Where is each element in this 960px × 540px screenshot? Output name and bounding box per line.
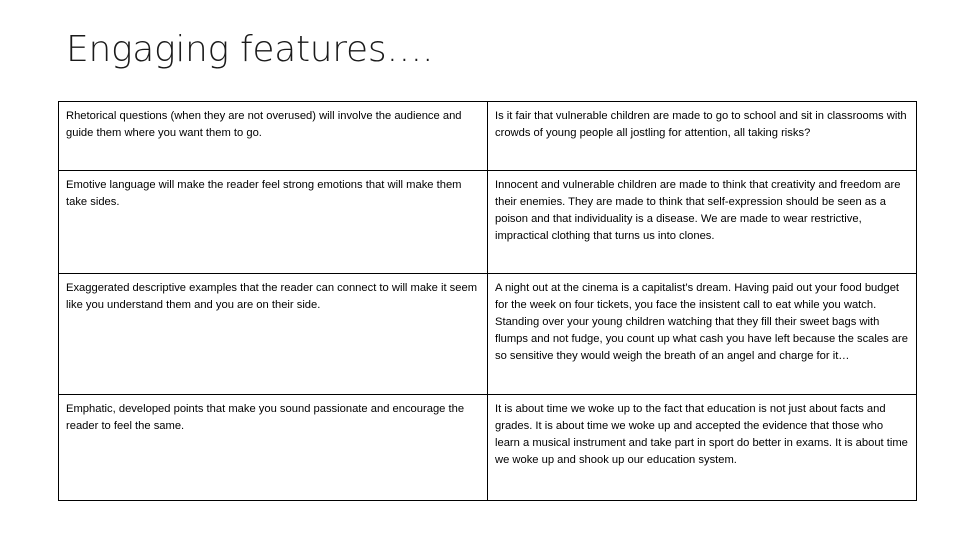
example-cell: A night out at the cinema is a capitalist’s dream. Having paid out your food budget for the week on four tickets, you face the insistent call to eat while you watch. Standing over your young children watching that they fill their sweet bags with flumps and not fudge, you count up what cash you have left because the scales are so sensitive they would weigh the breath of an angel and charge for it… — [488, 274, 917, 395]
table-row — [59, 274, 917, 395]
feature-cell: Emotive language will make the reader feel strong emotions that will make them take sides. — [59, 171, 488, 274]
feature-cell: Exaggerated descriptive examples that the reader can connect to will make it seem like you understand them and you are on their side. — [59, 274, 488, 395]
features-table — [58, 101, 917, 501]
feature-cell: Rhetorical questions (when they are not overused) will involve the audience and guide them where you want them to go. — [59, 102, 488, 171]
table-row — [59, 102, 917, 171]
feature-cell: Emphatic, developed points that make you sound passionate and encourage the reader to feel the same. — [59, 395, 488, 501]
slide-title: Engaging features…. — [66, 29, 434, 70]
table-row — [59, 395, 917, 501]
example-cell: It is about time we woke up to the fact that education is not just about facts and grades. It is about time we woke up and accepted the evidence that those who learn a musical instrument and take part in sport do better in exams. It is about time we woke up and shook up our education system. — [488, 395, 917, 501]
example-cell: Is it fair that vulnerable children are made to go to school and sit in classrooms with crowds of young people all jostling for attention, all taking risks? — [488, 102, 917, 171]
table-row — [59, 171, 917, 274]
example-cell: Innocent and vulnerable children are made to think that creativity and freedom are their enemies. They are made to think that self-expression should be seen as a poison and that individuality is a disease. We are made to wear restrictive, impractical clothing that turns us into clones. — [488, 171, 917, 274]
